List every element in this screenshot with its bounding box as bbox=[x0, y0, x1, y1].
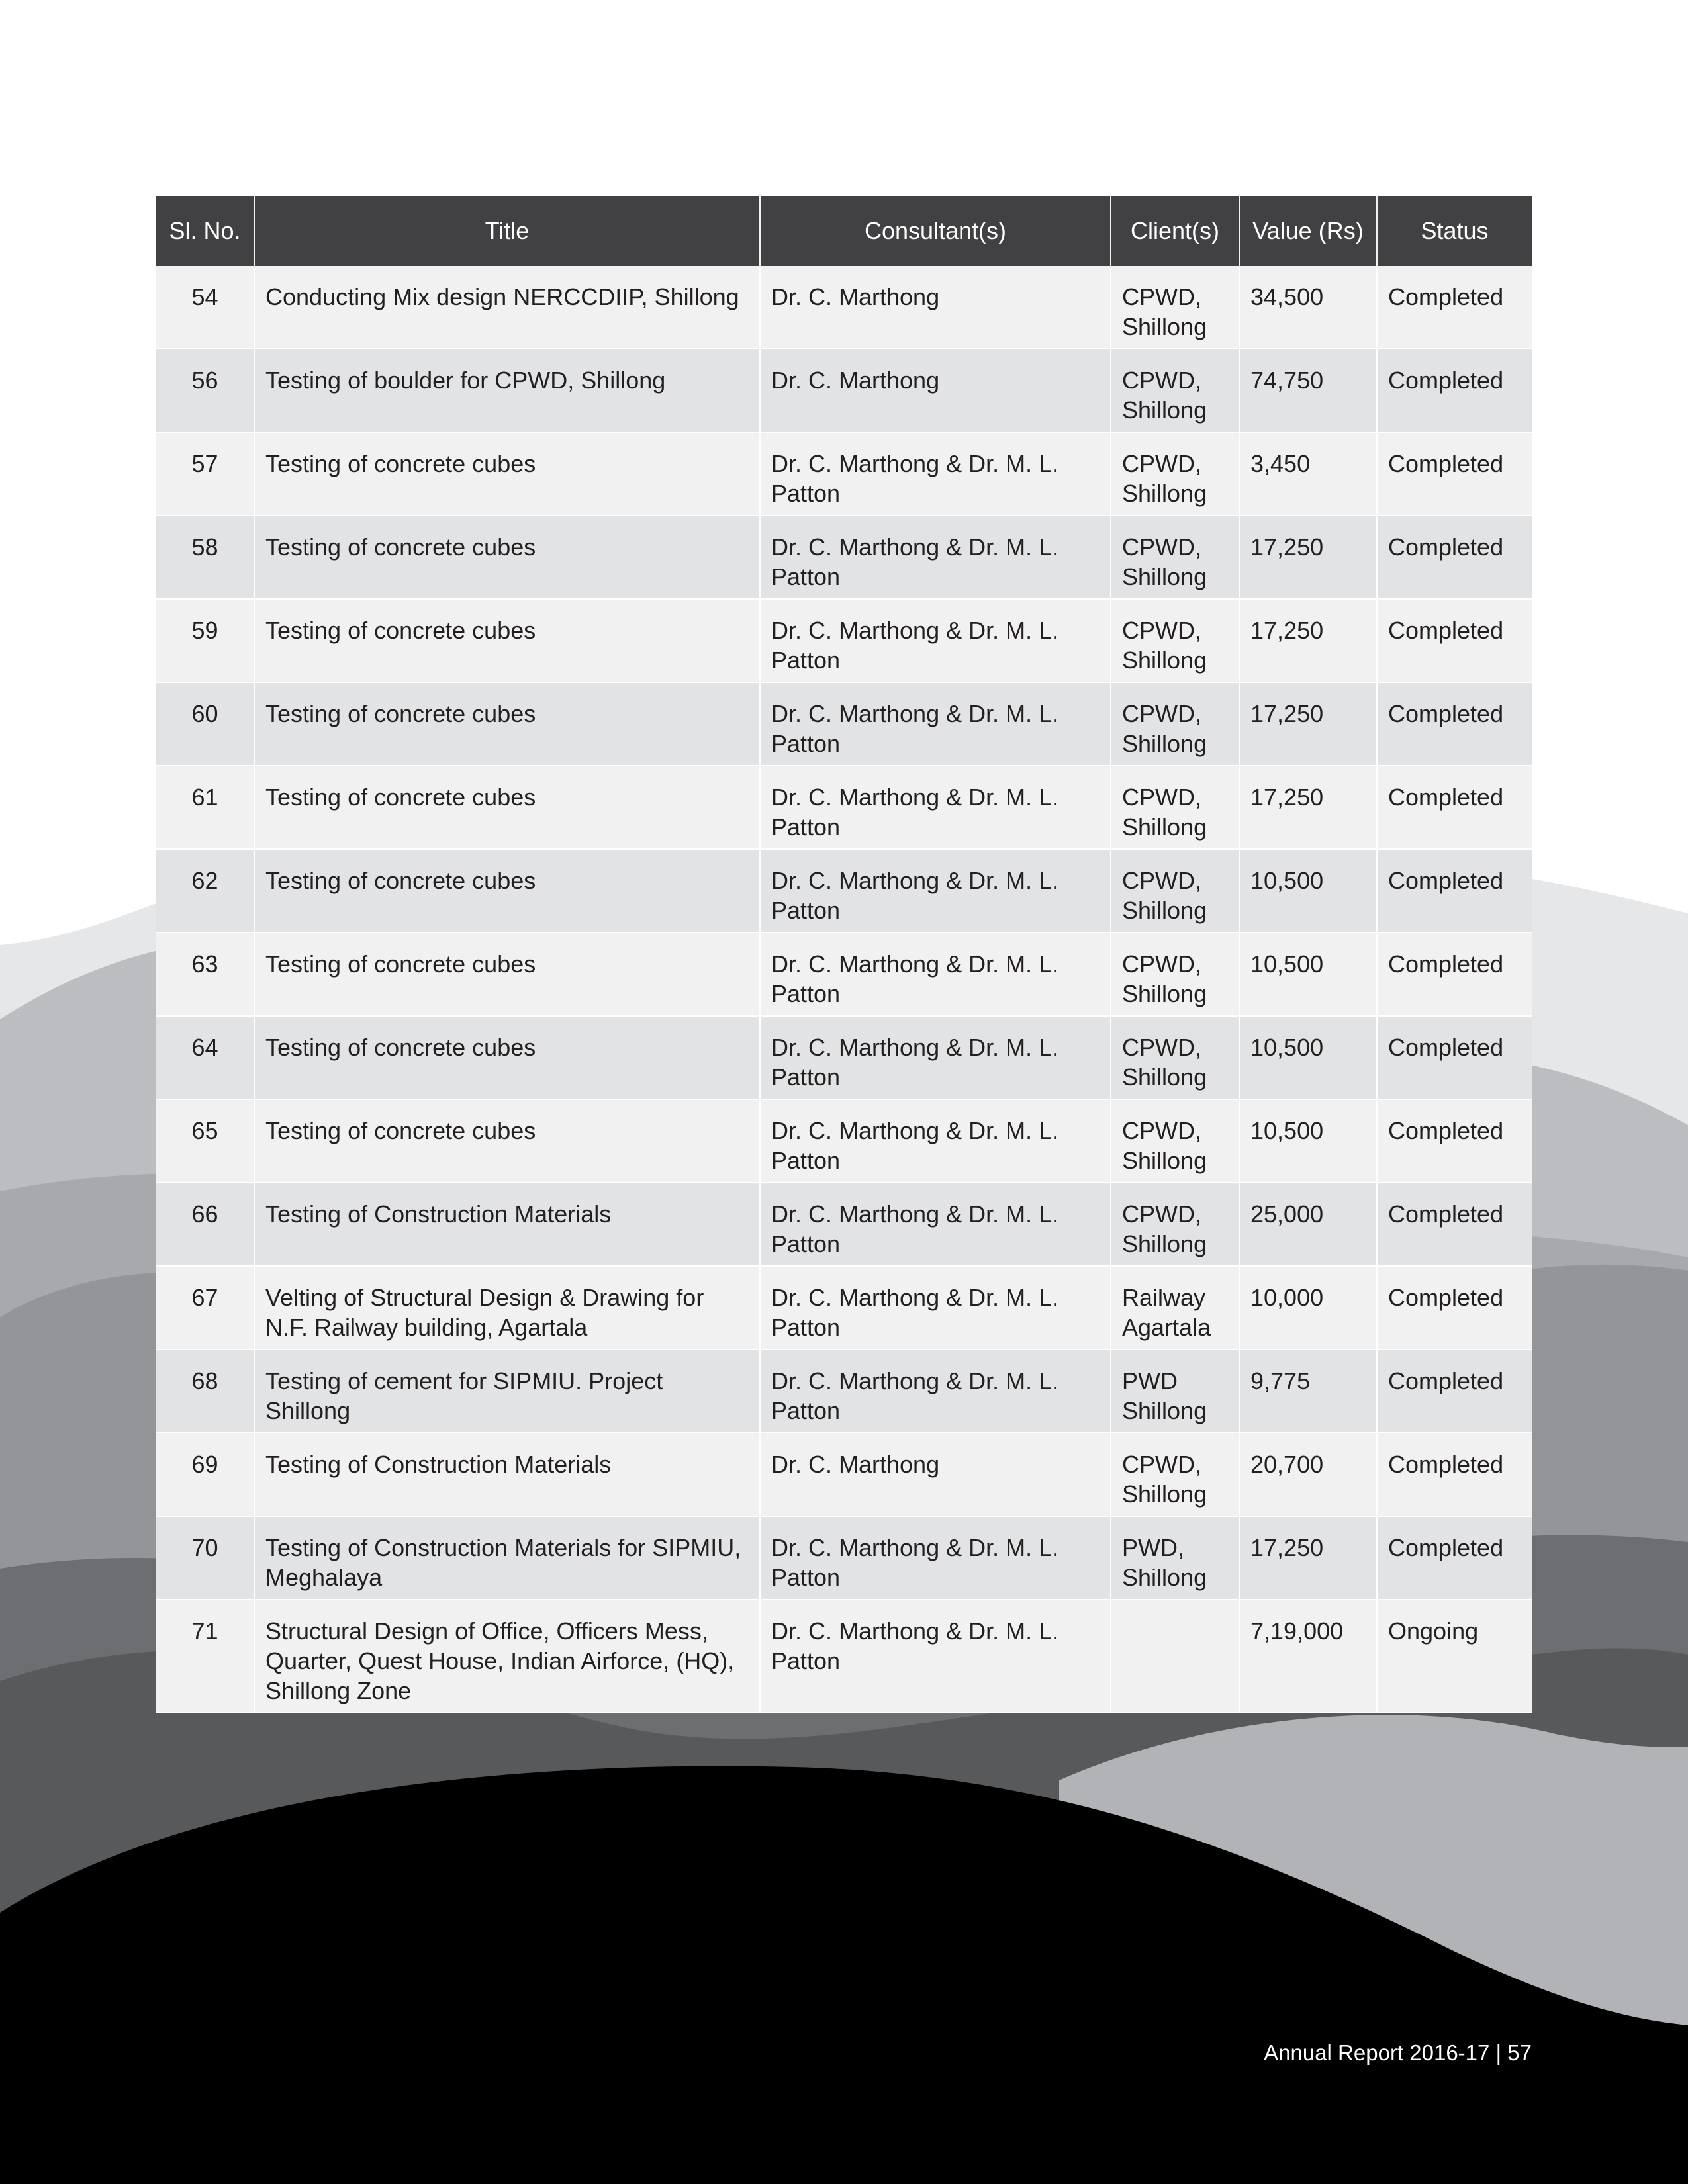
header-status: Status bbox=[1377, 196, 1532, 266]
cell-sl-no: 69 bbox=[156, 1433, 254, 1516]
table-row bbox=[156, 1349, 1532, 1433]
cell-sl-no: 62 bbox=[156, 849, 254, 933]
cell-title: Testing of boulder for CPWD, Shillong bbox=[254, 349, 760, 432]
table-row bbox=[156, 1266, 1532, 1349]
cell-title: Testing of concrete cubes bbox=[254, 1016, 760, 1099]
cell-title: Testing of Construction Materials bbox=[254, 1183, 760, 1266]
cell-title: Testing of cement for SIPMIU. Project Shillong bbox=[254, 1349, 760, 1433]
cell-status: Completed bbox=[1377, 432, 1532, 516]
table-row bbox=[156, 432, 1532, 516]
cell-status: Completed bbox=[1377, 1516, 1532, 1600]
cell-value: 74,750 bbox=[1239, 349, 1377, 432]
cell-status: Completed bbox=[1377, 849, 1532, 933]
cell-title: Testing of concrete cubes bbox=[254, 599, 760, 682]
cell-client: CPWD, Shillong bbox=[1111, 682, 1239, 766]
cell-consultant: Dr. C. Marthong bbox=[760, 349, 1111, 432]
cell-sl-no: 66 bbox=[156, 1183, 254, 1266]
cell-consultant: Dr. C. Marthong & Dr. M. L. Patton bbox=[760, 1349, 1111, 1433]
header-consultants: Consultant(s) bbox=[760, 196, 1111, 266]
cell-value: 3,450 bbox=[1239, 432, 1377, 516]
table-row bbox=[156, 766, 1532, 849]
cell-status: Completed bbox=[1377, 599, 1532, 682]
cell-status: Completed bbox=[1377, 266, 1532, 349]
table-row bbox=[156, 516, 1532, 599]
cell-client: CPWD, Shillong bbox=[1111, 1016, 1239, 1099]
cell-client bbox=[1111, 1600, 1239, 1713]
cell-value: 10,500 bbox=[1239, 1099, 1377, 1183]
cell-consultant: Dr. C. Marthong & Dr. M. L. Patton bbox=[760, 933, 1111, 1016]
cell-client: PWD Shillong bbox=[1111, 1349, 1239, 1433]
cell-title: Testing of concrete cubes bbox=[254, 933, 760, 1016]
header-clients: Client(s) bbox=[1111, 196, 1239, 266]
cell-sl-no: 59 bbox=[156, 599, 254, 682]
cell-value: 10,500 bbox=[1239, 1016, 1377, 1099]
cell-sl-no: 70 bbox=[156, 1516, 254, 1600]
cell-status: Completed bbox=[1377, 1099, 1532, 1183]
cell-sl-no: 61 bbox=[156, 766, 254, 849]
cell-value: 25,000 bbox=[1239, 1183, 1377, 1266]
cell-consultant: Dr. C. Marthong & Dr. M. L. Patton bbox=[760, 1016, 1111, 1099]
cell-consultant: Dr. C. Marthong & Dr. M. L. Patton bbox=[760, 1099, 1111, 1183]
table-row bbox=[156, 682, 1532, 766]
cell-status: Completed bbox=[1377, 1016, 1532, 1099]
cell-client: Railway Agartala bbox=[1111, 1266, 1239, 1349]
table-row bbox=[156, 599, 1532, 682]
cell-sl-no: 54 bbox=[156, 266, 254, 349]
cell-status: Completed bbox=[1377, 1433, 1532, 1516]
table-row bbox=[156, 933, 1532, 1016]
cell-title: Structural Design of Office, Officers Mess, Quarter, Quest House, Indian Airforce, (HQ), Shillong Zone bbox=[254, 1600, 760, 1713]
cell-sl-no: 68 bbox=[156, 1349, 254, 1433]
header-sl-no: Sl. No. bbox=[156, 196, 254, 266]
table-row bbox=[156, 1099, 1532, 1183]
cell-consultant: Dr. C. Marthong & Dr. M. L. Patton bbox=[760, 516, 1111, 599]
cell-sl-no: 56 bbox=[156, 349, 254, 432]
cell-consultant: Dr. C. Marthong & Dr. M. L. Patton bbox=[760, 682, 1111, 766]
cell-status: Completed bbox=[1377, 682, 1532, 766]
cell-title: Testing of concrete cubes bbox=[254, 849, 760, 933]
cell-consultant: Dr. C. Marthong bbox=[760, 1433, 1111, 1516]
cell-status: Completed bbox=[1377, 1266, 1532, 1349]
cell-status: Completed bbox=[1377, 1183, 1532, 1266]
cell-sl-no: 67 bbox=[156, 1266, 254, 1349]
cell-value: 17,250 bbox=[1239, 516, 1377, 599]
cell-consultant: Dr. C. Marthong & Dr. M. L. Patton bbox=[760, 1516, 1111, 1600]
cell-value: 10,500 bbox=[1239, 849, 1377, 933]
cell-value: 17,250 bbox=[1239, 599, 1377, 682]
cell-client: CPWD, Shillong bbox=[1111, 849, 1239, 933]
cell-status: Completed bbox=[1377, 349, 1532, 432]
cell-client: CPWD, Shillong bbox=[1111, 1099, 1239, 1183]
table-row bbox=[156, 1600, 1532, 1713]
table-row bbox=[156, 1433, 1532, 1516]
cell-title: Testing of concrete cubes bbox=[254, 432, 760, 516]
cell-value: 20,700 bbox=[1239, 1433, 1377, 1516]
cell-status: Ongoing bbox=[1377, 1600, 1532, 1713]
cell-status: Completed bbox=[1377, 516, 1532, 599]
cell-consultant: Dr. C. Marthong & Dr. M. L. Patton bbox=[760, 766, 1111, 849]
page-footer: Annual Report 2016-17 | 57 bbox=[1264, 2040, 1532, 2065]
cell-client: CPWD, Shillong bbox=[1111, 1433, 1239, 1516]
cell-value: 10,500 bbox=[1239, 933, 1377, 1016]
cell-title: Testing of Construction Materials bbox=[254, 1433, 760, 1516]
cell-client: CPWD, Shillong bbox=[1111, 766, 1239, 849]
cell-consultant: Dr. C. Marthong & Dr. M. L. Patton bbox=[760, 599, 1111, 682]
cell-title: Velting of Structural Design & Drawing for N.F. Railway building, Agartala bbox=[254, 1266, 760, 1349]
cell-value: 34,500 bbox=[1239, 266, 1377, 349]
cell-consultant: Dr. C. Marthong & Dr. M. L. Patton bbox=[760, 1600, 1111, 1713]
cell-client: CPWD, Shillong bbox=[1111, 1183, 1239, 1266]
cell-sl-no: 64 bbox=[156, 1016, 254, 1099]
cell-client: CPWD, Shillong bbox=[1111, 432, 1239, 516]
cell-sl-no: 58 bbox=[156, 516, 254, 599]
cell-client: CPWD, Shillong bbox=[1111, 516, 1239, 599]
cell-sl-no: 57 bbox=[156, 432, 254, 516]
cell-title: Testing of concrete cubes bbox=[254, 1099, 760, 1183]
cell-title: Testing of concrete cubes bbox=[254, 516, 760, 599]
cell-consultant: Dr. C. Marthong & Dr. M. L. Patton bbox=[760, 1183, 1111, 1266]
cell-title: Testing of concrete cubes bbox=[254, 766, 760, 849]
header-value: Value (Rs) bbox=[1239, 196, 1377, 266]
cell-value: 17,250 bbox=[1239, 766, 1377, 849]
cell-value: 17,250 bbox=[1239, 1516, 1377, 1600]
cell-status: Completed bbox=[1377, 766, 1532, 849]
consultancy-projects-table bbox=[156, 196, 1532, 1713]
cell-consultant: Dr. C. Marthong & Dr. M. L. Patton bbox=[760, 849, 1111, 933]
table-row bbox=[156, 849, 1532, 933]
cell-client: CPWD, Shillong bbox=[1111, 266, 1239, 349]
cell-status: Completed bbox=[1377, 933, 1532, 1016]
table-row bbox=[156, 1516, 1532, 1600]
cell-consultant: Dr. C. Marthong & Dr. M. L. Patton bbox=[760, 432, 1111, 516]
cell-client: PWD, Shillong bbox=[1111, 1516, 1239, 1600]
cell-value: 9,775 bbox=[1239, 1349, 1377, 1433]
cell-sl-no: 65 bbox=[156, 1099, 254, 1183]
header-title: Title bbox=[254, 196, 760, 266]
cell-title: Testing of Construction Materials for SIPMIU, Meghalaya bbox=[254, 1516, 760, 1600]
cell-consultant: Dr. C. Marthong & Dr. M. L. Patton bbox=[760, 1266, 1111, 1349]
cell-sl-no: 63 bbox=[156, 933, 254, 1016]
cell-client: CPWD, Shillong bbox=[1111, 933, 1239, 1016]
cell-status: Completed bbox=[1377, 1349, 1532, 1433]
table-row bbox=[156, 349, 1532, 432]
cell-client: CPWD, Shillong bbox=[1111, 349, 1239, 432]
cell-value: 17,250 bbox=[1239, 682, 1377, 766]
table-header-row bbox=[156, 196, 1532, 266]
cell-title: Conducting Mix design NERCCDIIP, Shillong bbox=[254, 266, 760, 349]
table-row bbox=[156, 1183, 1532, 1266]
cell-sl-no: 60 bbox=[156, 682, 254, 766]
cell-value: 7,19,000 bbox=[1239, 1600, 1377, 1713]
table-row bbox=[156, 1016, 1532, 1099]
cell-sl-no: 71 bbox=[156, 1600, 254, 1713]
cell-title: Testing of concrete cubes bbox=[254, 682, 760, 766]
cell-consultant: Dr. C. Marthong bbox=[760, 266, 1111, 349]
table-row bbox=[156, 266, 1532, 349]
cell-client: CPWD, Shillong bbox=[1111, 599, 1239, 682]
cell-value: 10,000 bbox=[1239, 1266, 1377, 1349]
